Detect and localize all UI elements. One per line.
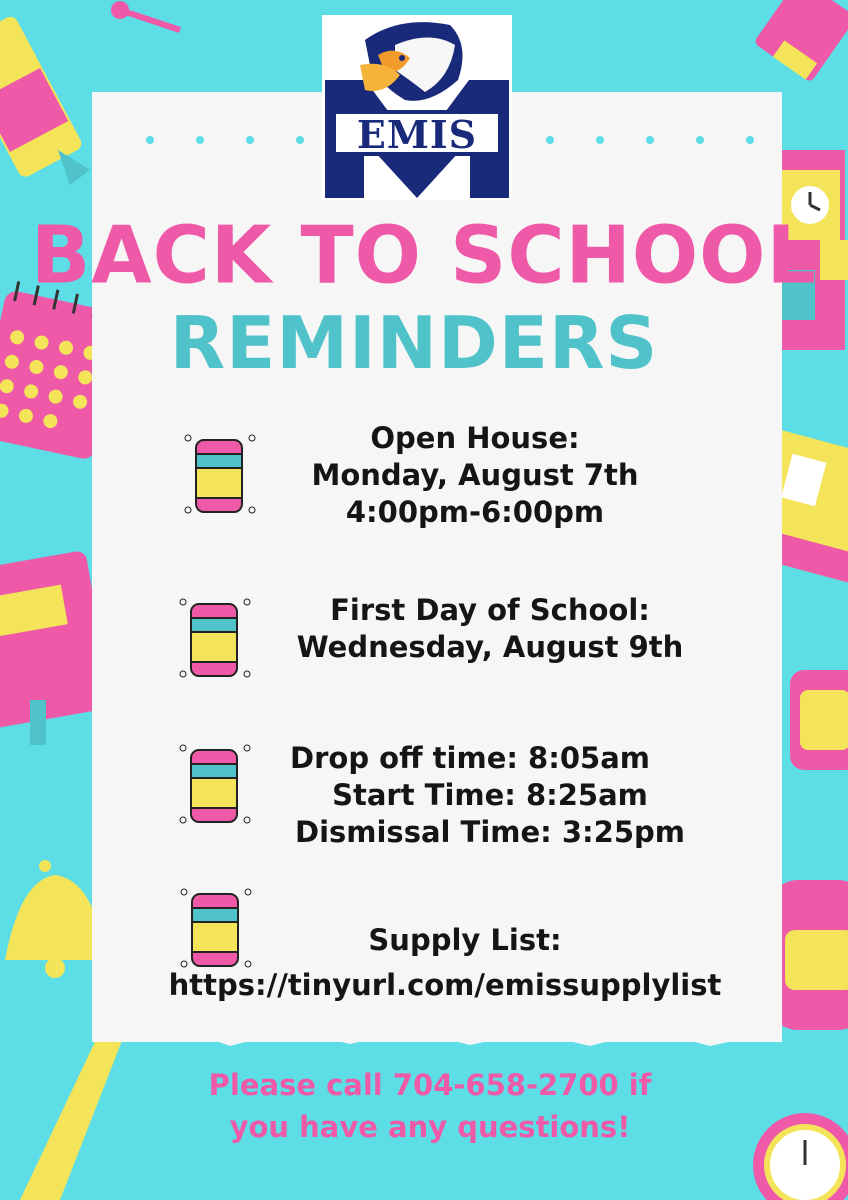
times-reminder bbox=[250, 740, 730, 851]
contact-footer bbox=[180, 1064, 680, 1148]
reminder-line: Start Time: 8:25am bbox=[332, 778, 648, 812]
eraser-icon bbox=[175, 594, 255, 684]
reminder-line: Drop off time: 8:05am bbox=[290, 741, 650, 775]
first-day-reminder bbox=[260, 592, 720, 666]
eagle-logo bbox=[0, 0, 848, 220]
reminder-line: Monday, August 7th bbox=[311, 458, 639, 492]
footer-line-1: Please call 704-658-2700 if bbox=[208, 1068, 652, 1102]
supply-list-reminder bbox=[120, 922, 770, 1004]
title-line-2-text: REMINDERS bbox=[169, 301, 659, 385]
title-line-1: BACK TO SCHOOL bbox=[30, 210, 818, 302]
reminder-line: Dismissal Time: 3:25pm bbox=[295, 815, 685, 849]
reminder-line: Wednesday, August 9th bbox=[296, 630, 684, 664]
logo-text: EMIS bbox=[356, 111, 478, 157]
reminder-line: Supply List: bbox=[368, 923, 562, 957]
reminder-line: First Day of School: bbox=[330, 593, 650, 627]
supply-list-link[interactable]: https://tinyurl.com/emissupplylist bbox=[168, 968, 722, 1002]
eraser-icon bbox=[175, 740, 255, 830]
open-house-reminder bbox=[250, 420, 700, 531]
eraser-icon bbox=[180, 430, 260, 520]
footer-line-2: you have any questions! bbox=[229, 1110, 631, 1144]
reminder-line: Open House: bbox=[370, 421, 580, 455]
reminder-line: 4:00pm-6:00pm bbox=[345, 495, 605, 529]
title-line-2 bbox=[0, 293, 848, 393]
